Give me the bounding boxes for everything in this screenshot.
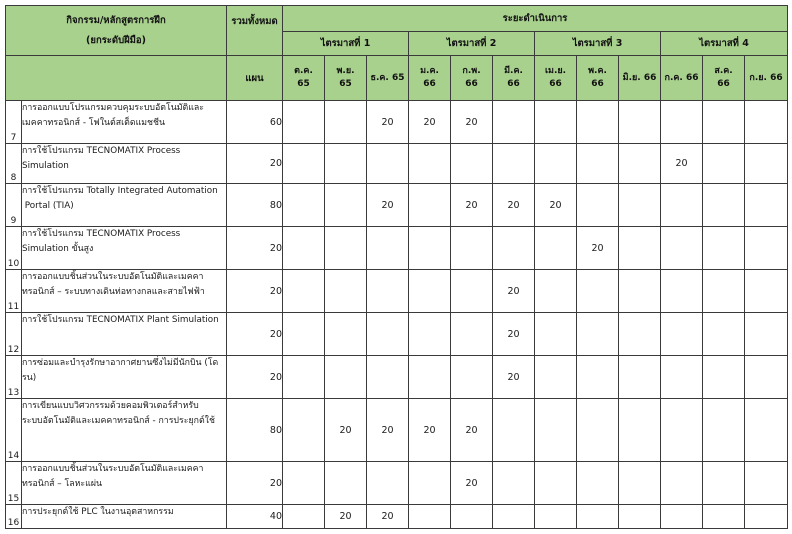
quarter-header: ไตรมาสที่ 4	[661, 32, 788, 56]
month-cell: 20	[661, 144, 703, 184]
month-cell: 20	[451, 184, 493, 227]
activity-line: การออกแบบชิ้นส่วนในระบบอัตโนมัติและเมคคา	[22, 272, 204, 282]
month-cell	[703, 462, 745, 505]
month-cell	[577, 313, 619, 356]
month-cell: 20	[535, 184, 577, 227]
month-cell	[661, 399, 703, 462]
month-header	[451, 56, 493, 101]
month-cell	[409, 313, 451, 356]
row-number: 10	[6, 227, 22, 270]
month-cell	[703, 505, 745, 529]
month-header	[745, 56, 788, 101]
activity-name	[22, 270, 227, 313]
month-cell	[409, 270, 451, 313]
month-cell	[367, 462, 409, 505]
month-cell	[703, 184, 745, 227]
month-cell	[325, 101, 367, 144]
row-number: 12	[6, 313, 22, 356]
month-cell	[577, 399, 619, 462]
row-number: 11	[6, 270, 22, 313]
plan-header: แผน	[227, 56, 283, 101]
row-number: 14	[6, 399, 22, 462]
month-header	[367, 56, 409, 101]
activity-name	[22, 505, 227, 529]
activity-name	[22, 356, 227, 399]
table-row	[6, 270, 788, 313]
month-cell	[451, 313, 493, 356]
activity-line: ทรอนิกส์ – ระบบทางเดินท่อทางกลและสายไฟฟ้า	[22, 287, 205, 297]
month-cell	[619, 101, 661, 144]
month-cell	[409, 356, 451, 399]
activity-line: การประยุกต์ใช้ PLC ในงานอุตสาหกรรม	[22, 507, 174, 517]
month-cell	[661, 184, 703, 227]
month-cell	[745, 356, 788, 399]
month-cell	[661, 101, 703, 144]
month-cell	[409, 227, 451, 270]
month-cell	[535, 227, 577, 270]
quarter-header: ไตรมาสที่ 2	[409, 32, 535, 56]
month-cell	[745, 399, 788, 462]
activity-line: ระบบอัตโนมัติและเมคคาทรอนิกส์ - การประยุกต์ใช้	[22, 416, 215, 426]
month-cell: 20	[409, 399, 451, 462]
row-number: 8	[6, 144, 22, 184]
month-cell	[577, 356, 619, 399]
row-number: 7	[6, 101, 22, 144]
month-header	[619, 56, 661, 101]
month-cell: 20	[367, 505, 409, 529]
month-cell: 20	[493, 270, 535, 313]
month-cell	[409, 462, 451, 505]
month-cell	[535, 399, 577, 462]
month-cell	[535, 101, 577, 144]
month-cell: 20	[493, 313, 535, 356]
activity-name	[22, 144, 227, 184]
month-cell	[535, 144, 577, 184]
month-cell	[577, 101, 619, 144]
plan-total: 80	[227, 399, 283, 462]
table-row	[6, 101, 788, 144]
month-cell	[745, 270, 788, 313]
row-number: 15	[6, 462, 22, 505]
month-cell: 20	[493, 184, 535, 227]
plan-total: 60	[227, 101, 283, 144]
month-cell	[535, 356, 577, 399]
month-cell	[325, 356, 367, 399]
row-number: 9	[6, 184, 22, 227]
month-cell	[619, 462, 661, 505]
activity-header-line2: (ยกระดับฝีมือ)	[86, 35, 146, 46]
month-cell	[409, 505, 451, 529]
month-label: พ.ย.	[336, 66, 355, 76]
month-label: ก.ค. 66	[664, 72, 699, 83]
month-cell	[619, 356, 661, 399]
month-cell: 20	[451, 462, 493, 505]
month-cell	[619, 399, 661, 462]
month-cell	[745, 101, 788, 144]
month-cell	[409, 184, 451, 227]
plan-total: 20	[227, 270, 283, 313]
month-cell	[535, 313, 577, 356]
month-header	[577, 56, 619, 101]
month-cell	[367, 270, 409, 313]
month-label: พ.ค.	[588, 66, 607, 76]
table-row	[6, 399, 788, 462]
month-cell	[451, 356, 493, 399]
month-cell	[283, 462, 325, 505]
month-cell	[619, 313, 661, 356]
month-cell	[619, 144, 661, 184]
total-header: รวมทั้งหมด	[227, 6, 283, 56]
month-cell	[745, 313, 788, 356]
month-cell	[325, 313, 367, 356]
month-cell	[745, 227, 788, 270]
month-year: 65	[339, 79, 352, 89]
month-cell	[325, 270, 367, 313]
month-cell: 20	[409, 101, 451, 144]
plan-total: 80	[227, 184, 283, 227]
quarter-header: ไตรมาสที่ 3	[535, 32, 661, 56]
month-cell	[367, 313, 409, 356]
plan-total: 20	[227, 462, 283, 505]
month-year: 66	[591, 79, 604, 89]
month-cell	[661, 505, 703, 529]
month-cell	[493, 227, 535, 270]
activity-line: การซ่อมและบำรุงรักษาอากาศยานซึ่งไม่มีนักบิน (โด	[22, 358, 219, 368]
month-cell	[283, 399, 325, 462]
activity-line: รน)	[22, 373, 37, 383]
month-cell	[745, 462, 788, 505]
month-cell: 20	[367, 399, 409, 462]
month-cell	[577, 184, 619, 227]
month-cell: 20	[325, 399, 367, 462]
activity-name	[22, 399, 227, 462]
month-cell	[619, 505, 661, 529]
month-cell	[703, 313, 745, 356]
month-cell	[283, 227, 325, 270]
activity-name	[22, 462, 227, 505]
activity-line: Simulation	[22, 161, 69, 171]
month-cell	[703, 144, 745, 184]
month-cell	[619, 227, 661, 270]
month-cell	[619, 270, 661, 313]
month-cell	[703, 399, 745, 462]
activity-line: Portal (TIA)	[22, 201, 74, 211]
month-header	[283, 56, 325, 101]
month-cell	[325, 144, 367, 184]
month-cell	[283, 313, 325, 356]
month-cell	[535, 270, 577, 313]
month-label: เม.ย.	[544, 66, 567, 76]
month-header	[661, 56, 703, 101]
table-row	[6, 313, 788, 356]
month-cell	[619, 184, 661, 227]
activity-line: การเขียนแบบวิศวกรรมด้วยคอมพิวเตอร์สำหรับ	[22, 401, 199, 411]
plan-total: 20	[227, 313, 283, 356]
month-cell	[661, 313, 703, 356]
month-header	[325, 56, 367, 101]
month-cell	[451, 270, 493, 313]
row-number: 16	[6, 505, 22, 529]
training-plan-table	[5, 5, 788, 529]
table-row	[6, 505, 788, 529]
row-number: 13	[6, 356, 22, 399]
month-cell	[703, 227, 745, 270]
activity-name	[22, 227, 227, 270]
month-cell	[283, 144, 325, 184]
month-cell	[745, 505, 788, 529]
activity-header	[6, 6, 227, 56]
month-label: ม.ค.	[420, 66, 439, 76]
month-header	[493, 56, 535, 101]
month-year: 66	[717, 79, 730, 89]
activity-line: การใช้โปรแกรม TECNOMATIX Plant Simulation	[22, 315, 219, 325]
month-label: มิ.ย. 66	[622, 72, 657, 83]
month-cell	[577, 270, 619, 313]
activity-line: การใช้โปรแกรม TECNOMATIX Process	[22, 229, 181, 239]
activity-name	[22, 184, 227, 227]
activity-line: ทรอนิกส์ – โลหะแผ่น	[22, 479, 102, 489]
month-cell	[493, 101, 535, 144]
month-header	[535, 56, 577, 101]
month-cell	[367, 227, 409, 270]
month-cell	[451, 227, 493, 270]
month-header	[703, 56, 745, 101]
month-cell	[493, 462, 535, 505]
month-cell: 20	[451, 101, 493, 144]
month-cell: 20	[325, 505, 367, 529]
month-label: มี.ค.	[504, 66, 523, 76]
month-cell	[661, 356, 703, 399]
month-cell	[661, 462, 703, 505]
month-cell	[367, 356, 409, 399]
month-cell	[283, 356, 325, 399]
table-row	[6, 184, 788, 227]
month-cell	[661, 227, 703, 270]
table-row	[6, 462, 788, 505]
month-cell	[283, 270, 325, 313]
month-cell	[493, 505, 535, 529]
quarter-header: ไตรมาสที่ 1	[283, 32, 409, 56]
month-label: ก.พ.	[462, 66, 481, 76]
month-year: 66	[423, 79, 436, 89]
month-cell	[577, 505, 619, 529]
activity-header-cont	[6, 56, 227, 101]
month-cell	[661, 270, 703, 313]
month-cell	[283, 505, 325, 529]
month-cell	[283, 101, 325, 144]
month-cell: 20	[493, 356, 535, 399]
activity-header-line1: กิจกรรม/หลักสูตรการฝึก	[66, 15, 166, 26]
activity-name	[22, 313, 227, 356]
plan-total: 20	[227, 144, 283, 184]
month-cell	[283, 184, 325, 227]
month-label: ส.ค.	[714, 66, 733, 76]
month-cell	[325, 184, 367, 227]
month-year: 66	[507, 79, 520, 89]
month-year: 66	[549, 79, 562, 89]
month-year: 66	[465, 79, 478, 89]
month-cell	[745, 184, 788, 227]
month-cell	[535, 462, 577, 505]
activity-line: การใช้โปรแกรม Totally Integrated Automation	[22, 186, 218, 196]
month-cell	[409, 144, 451, 184]
month-label: ต.ค.	[294, 66, 313, 76]
month-cell	[745, 144, 788, 184]
month-header	[409, 56, 451, 101]
month-cell	[703, 356, 745, 399]
month-cell: 20	[367, 184, 409, 227]
month-cell	[451, 505, 493, 529]
month-cell	[577, 462, 619, 505]
month-cell	[577, 144, 619, 184]
month-cell	[325, 227, 367, 270]
table-row	[6, 227, 788, 270]
plan-total: 40	[227, 505, 283, 529]
month-cell	[703, 101, 745, 144]
month-cell: 20	[577, 227, 619, 270]
month-cell	[325, 462, 367, 505]
month-cell	[703, 270, 745, 313]
table-row	[6, 144, 788, 184]
month-cell	[535, 505, 577, 529]
activity-line: การใช้โปรแกรม TECNOMATIX Process	[22, 146, 181, 156]
month-cell	[493, 399, 535, 462]
month-label: ก.ย. 66	[749, 72, 783, 83]
plan-total: 20	[227, 227, 283, 270]
activity-line: Simulation ขั้นสูง	[22, 244, 94, 254]
activity-line: เมคคาทรอนิกส์ - โฟในต์สเต็ดแมชชีน	[22, 118, 165, 128]
activity-line: การออกแบบชิ้นส่วนในระบบอัตโนมัติและเมคคา	[22, 464, 204, 474]
month-cell	[367, 144, 409, 184]
month-year: 65	[297, 79, 310, 89]
month-cell: 20	[451, 399, 493, 462]
month-cell	[493, 144, 535, 184]
plan-total: 20	[227, 356, 283, 399]
month-cell: 20	[367, 101, 409, 144]
month-cell	[451, 144, 493, 184]
activity-line: การออกแบบโปรแกรมควบคุมระบบอัตโนมัติและ	[22, 103, 205, 113]
month-label: ธ.ค. 65	[370, 72, 405, 83]
period-header: ระยะดำเนินการ	[283, 6, 788, 32]
table-row	[6, 356, 788, 399]
activity-name	[22, 101, 227, 144]
